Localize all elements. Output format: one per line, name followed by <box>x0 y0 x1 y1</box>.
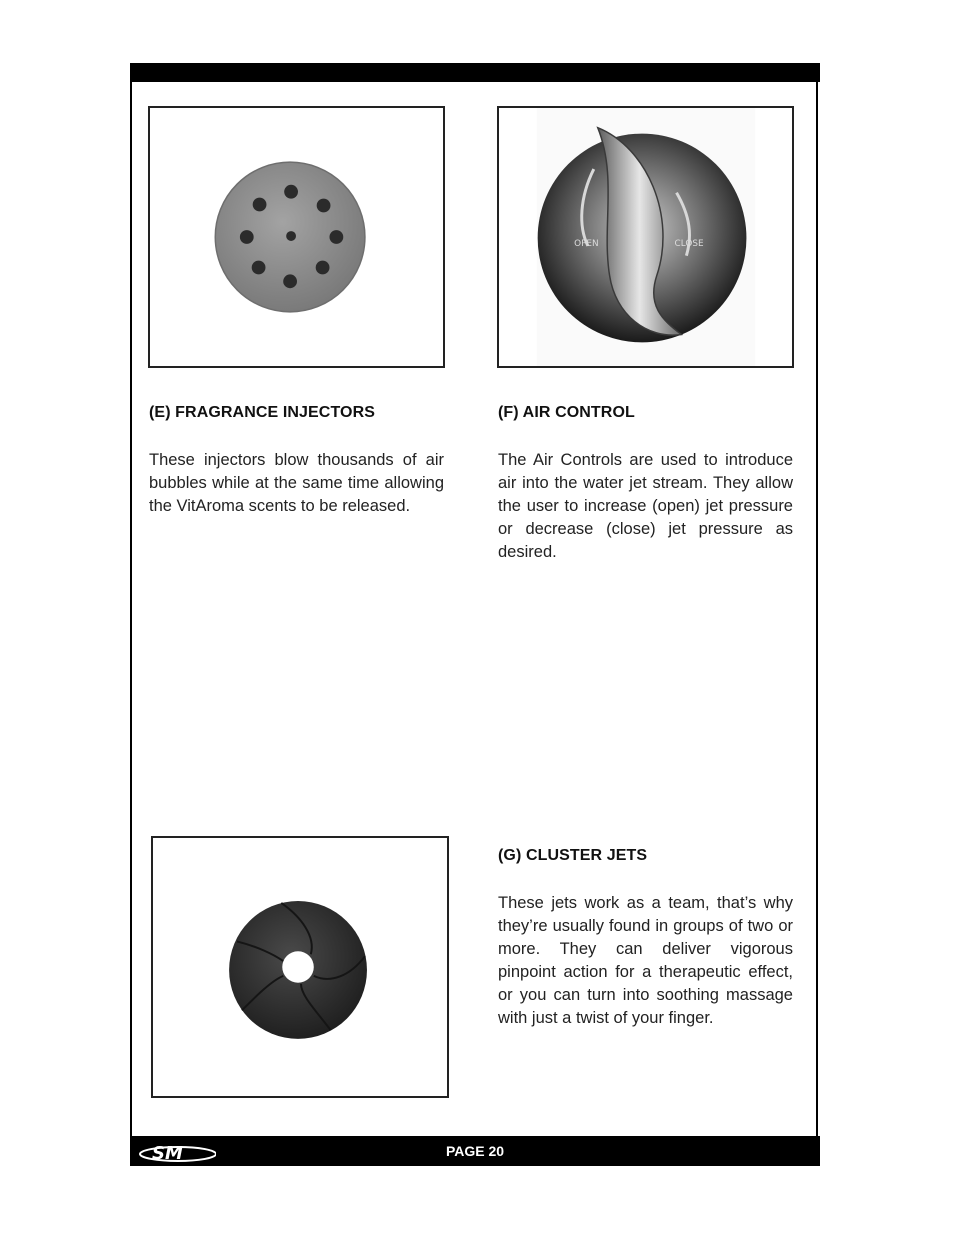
cluster-jets-body: These jets work as a team, that’s why they’re usually found in groups of two or more. They can deliver vigorous pinpoint action for a therapeutic effect, or you can turn into soothing massage with just a twist of your finger. <box>498 894 793 1027</box>
logo-text: SM <box>152 1143 183 1164</box>
fragrance-heading: (E) FRAGRANCE INJECTORS <box>149 404 376 421</box>
page-number: PAGE 20 <box>445 1143 505 1159</box>
cluster-jets-heading: (G) CLUSTER JETS <box>498 847 648 864</box>
fragrance-body: These injectors blow thousands of air bubbles while at the same time allowing the VitAroma scents to be released. <box>149 451 444 515</box>
air-control-knob-icon <box>499 108 792 366</box>
knob-close-label: CLOSE <box>674 238 704 249</box>
air-control-knob-image <box>497 106 794 368</box>
footer-bar <box>130 1136 820 1166</box>
cluster-jet-image <box>151 836 449 1098</box>
cluster-jet-icon <box>153 838 447 1096</box>
fragrance-injector-image <box>148 106 445 368</box>
air-control-heading: (F) AIR CONTROL <box>498 404 635 421</box>
knob-open-label: OPEN <box>574 238 599 249</box>
header-bar <box>130 63 820 82</box>
fragrance-injector-icon <box>150 108 443 366</box>
air-control-body: The Air Controls are used to introduce air into the water jet stream. They allow the user to increase (open) jet pressure or decrease (close) jet pressure as desired. <box>498 451 793 561</box>
